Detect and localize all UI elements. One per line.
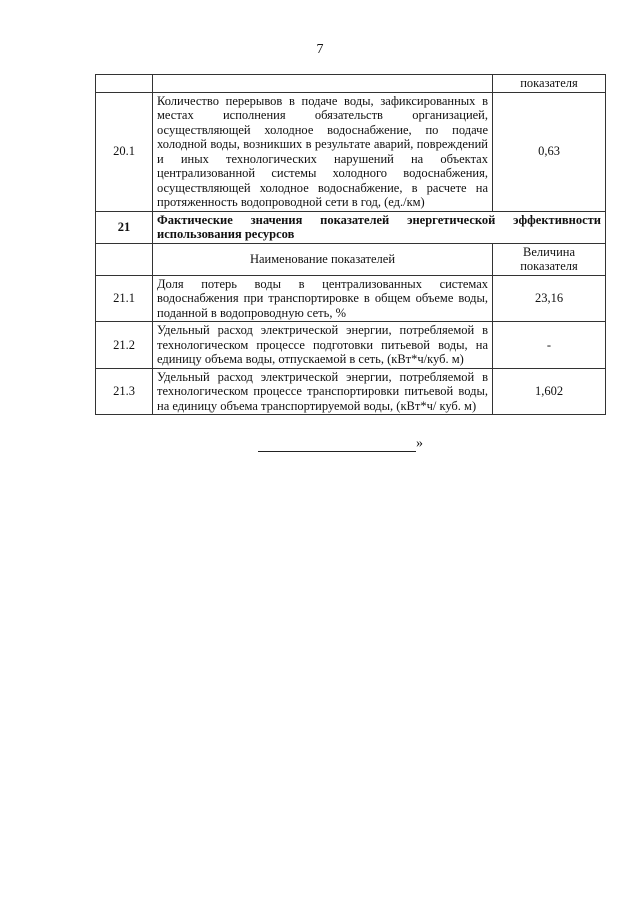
row-description: Доля потерь воды в централизованных системах водоснабжения при транспортировке в общем объеме воды, поданной в водопроводную сеть, % <box>153 275 493 322</box>
row-value: - <box>493 322 606 369</box>
row-value: 0,63 <box>493 92 606 211</box>
closing-line <box>258 436 428 452</box>
closing-quote: » <box>416 436 423 451</box>
value-header-continued: показателя <box>493 75 606 93</box>
row-number: 20.1 <box>96 92 153 211</box>
table-row <box>96 322 606 369</box>
empty-cell <box>96 75 153 93</box>
table-row <box>96 92 606 211</box>
header-row <box>96 243 606 275</box>
table-row <box>96 368 606 415</box>
table-row <box>96 275 606 322</box>
section-title: Фактические значения показателей энергетической эффективности использования ресурсов <box>153 211 606 243</box>
name-header: Наименование показателей <box>153 243 493 275</box>
row-description: Удельный расход электрической энергии, потребляемой в технологическом процессе подготовки питьевой воды, на единицу объема воды, отпускаемой в сеть, (кВт*ч/куб. м) <box>153 322 493 369</box>
row-value: 1,602 <box>493 368 606 415</box>
underline-divider <box>258 439 416 452</box>
section-number: 21 <box>96 211 153 243</box>
page-number: 7 <box>316 42 324 57</box>
table-top-row <box>96 75 606 93</box>
row-number: 21.2 <box>96 322 153 369</box>
row-description: Удельный расход электрической энергии, потребляемой в технологическом процессе транспортировки питьевой воды, на единицу объема транспортируемой воды, (кВт*ч/ куб. м) <box>153 368 493 415</box>
empty-cell <box>96 243 153 275</box>
section-row <box>96 211 606 243</box>
empty-cell <box>153 75 493 93</box>
indicators-table <box>95 74 606 415</box>
row-value: 23,16 <box>493 275 606 322</box>
value-header: Величина показателя <box>493 243 606 275</box>
row-description: Количество перерывов в подаче воды, зафиксированных в местах исполнения обязательств организацией, осуществляющей холодное водоснабжение, по подаче холодной воды, возникших в результате аварий, повреждений и иных технологических нарушений на объектах централизованной системы холодного водоснабжения, осуществляющей холодное водоснабжение, в расчете на протяженность водопроводной сети в год, (ед./км) <box>153 92 493 211</box>
row-number: 21.3 <box>96 368 153 415</box>
row-number: 21.1 <box>96 275 153 322</box>
